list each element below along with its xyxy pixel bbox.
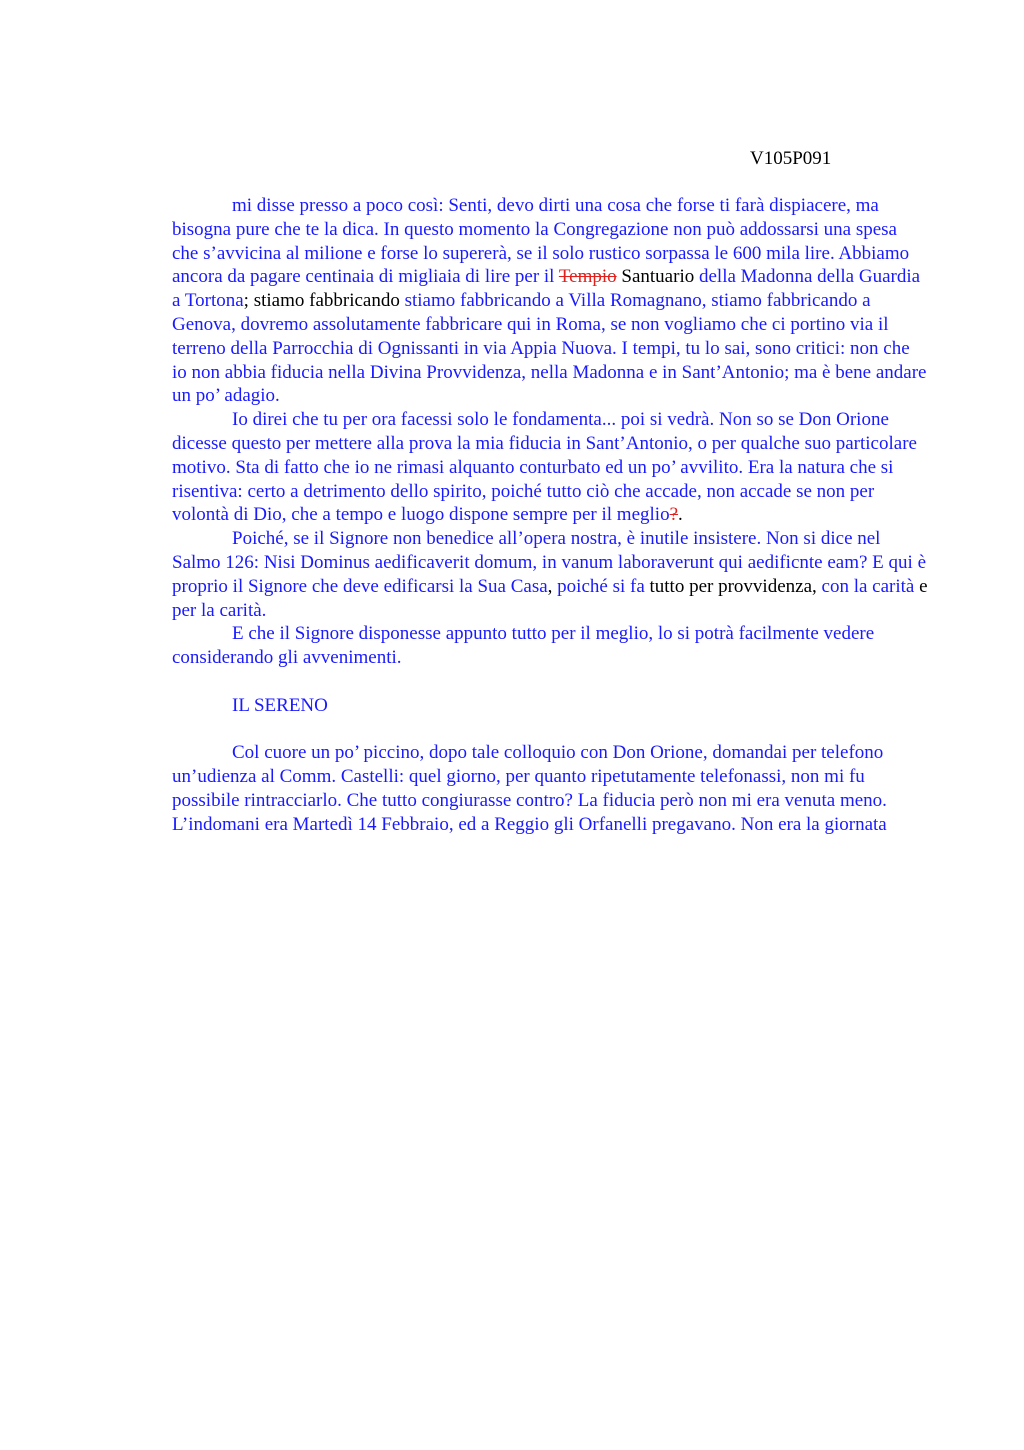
inserted-text: , xyxy=(812,575,817,597)
section-heading: IL SERENO xyxy=(232,694,328,716)
paragraph-2 xyxy=(172,408,928,527)
paragraph-4: E che il Signore disponesse appunto tutto per il meglio, lo si potrà facilmente vedere considerando gli avvenimenti. xyxy=(172,623,875,669)
deleted-text: Tempio xyxy=(558,266,617,288)
inserted-text: ; stiamo fabbricando xyxy=(243,290,400,312)
paragraph-5: Col cuore un po’ piccino, dopo tale colloquio con Don Orione, domandai per telefono un’udienza al Comm. Castelli: quel giorno, per quanto ripetutamente telefonassi, non mi fu possibile rintracciarlo. Che tutto congiurasse contro? La fiducia però non mi era venuta meno. L’indomani era Martedì 14 Febbraio, ed a Reggio gli Orfanelli pregavano. Non era la giornata xyxy=(172,742,887,835)
text-run: della Madonna della Guardia a Tortona xyxy=(172,266,921,312)
text-run: stiamo fabbricando a Villa Romagnano, stiamo fabbricando a Genova, dovremo assolutamente fabbricare qui in Roma, se non vogliamo che ci portino via il terreno della Parrocchia di Ognissanti in via Appia Nuova. I tempi, tu lo sai, sono critici: non che io non abbia fiducia nella Divina Provvidenza, nella Madonna e in Sant’Antonio; ma è bene andare un po’ adagio. xyxy=(172,290,927,407)
inserted-text: , xyxy=(547,575,553,597)
body-text xyxy=(172,194,928,837)
inserted-text: Santuario xyxy=(616,266,695,288)
paragraph-1 xyxy=(172,194,928,408)
text-run: mi disse presso a poco così: Senti, devo dirti una cosa che forse ti farà dispiacere, ma bisogna pure che te la dica. In questo momento la Congregazione non può addossarsi una spesa che s’avvicina al milione e forse lo supererà, se il solo rustico sorpassa le 600 mila lire. Abbiamo ancora da pagare centinaia di migliaia di lire per il xyxy=(172,195,910,288)
page-identifier: V105P091 xyxy=(750,148,832,169)
text-run: Poiché, se il Signore non benedice all’opera nostra, è inutile insistere. Non si dice nel Salmo 126: Nisi Dominus aedificaverit domum, in vanum laboraverunt qui aedificnte eam? E qui è proprio il Signore che deve edificarsi la Sua Casa xyxy=(172,528,926,597)
inserted-text: . xyxy=(678,504,683,526)
text-run: per la carità. xyxy=(172,599,267,621)
text-run: con la carità xyxy=(816,575,915,597)
text-run: Io direi che tu per ora facessi solo le fondamenta... poi si vedrà. Non so se Don Orione dicesse questo per mettere alla prova la mia fiducia in Sant’Antonio, o per qualche suo particolare motivo. Sta di fatto che io ne rimasi alquanto conturbato ed un po’ avvilito. Era la natura che si risentiva: certo a detrimento dello spirito, poiché tutto ciò che accade, non accade se non per volontà di Dio, che a tempo e luogo dispone sempre per il meglio xyxy=(172,409,917,526)
inserted-text: tutto per provvidenza xyxy=(644,575,813,597)
text-run: poiché si fa xyxy=(552,575,645,597)
paragraph-3 xyxy=(172,527,928,622)
inserted-text: e xyxy=(914,575,928,597)
deleted-text: ? xyxy=(669,504,679,526)
